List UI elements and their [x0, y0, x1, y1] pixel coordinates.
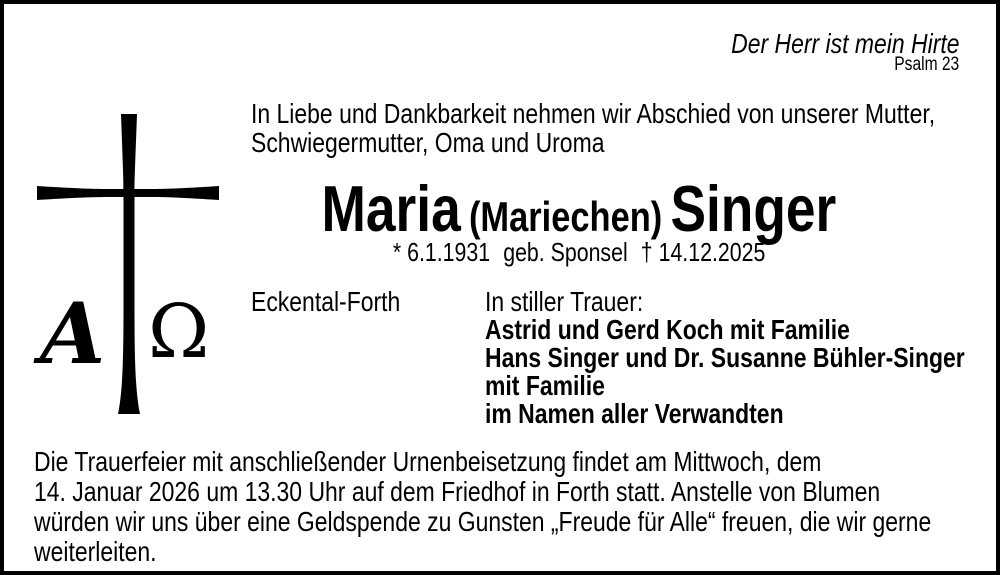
life-dates [184, 239, 974, 265]
psalm-reference: Psalm 23 [894, 54, 959, 75]
birth-date: * 6.1.1931 [392, 237, 491, 267]
location-label: Eckental-Forth [251, 286, 401, 317]
nickname: (Mariechen) [469, 193, 663, 240]
first-name: Maria [321, 172, 461, 245]
verse-line: Der Herr ist mein Hirte [730, 28, 959, 59]
announcement-line: 14. Januar 2026 um 13.30 Uhr auf dem Friedhof in Forth statt. Anstelle von Blumen [34, 476, 881, 507]
mourner-line: mit Familie [485, 370, 605, 401]
last-name: Singer [670, 172, 837, 245]
verse-source [880, 55, 959, 74]
maiden-name: geb. Sponsel [503, 237, 628, 267]
announcement-line: Die Trauerfeier mit anschließender Urnenbeisetzung findet am Mittwoch, dem [34, 446, 822, 477]
funeral-announcement [34, 447, 1000, 567]
location-text [251, 288, 433, 316]
mourner-line: Astrid und Gerd Koch mit Familie [485, 314, 850, 345]
mourners-list [485, 288, 1000, 428]
intro-line-2: Schwiegermutter, Oma und Uroma [251, 127, 605, 158]
intro-text [251, 99, 1000, 157]
mourner-line: im Namen aller Verwandten [485, 398, 784, 429]
alpha-symbol: Α [40, 284, 106, 383]
intro-line-1: In Liebe und Dankbarkeit nehmen wir Abschied von unserer Mutter, [251, 98, 936, 129]
omega-symbol: Ω [148, 289, 210, 375]
mourners-heading: In stiller Trauer: [485, 286, 644, 317]
death-date: † 14.12.2025 [640, 237, 766, 267]
announcement-line: weiterleiten. [34, 536, 157, 567]
announcement-line: würden wir uns über eine Geldspende zu Gunsten „Freude für Alle“ freuen, die wir gerne [34, 506, 932, 537]
mourner-line: Hans Singer und Dr. Susanne Bühler-Singer [485, 342, 965, 373]
